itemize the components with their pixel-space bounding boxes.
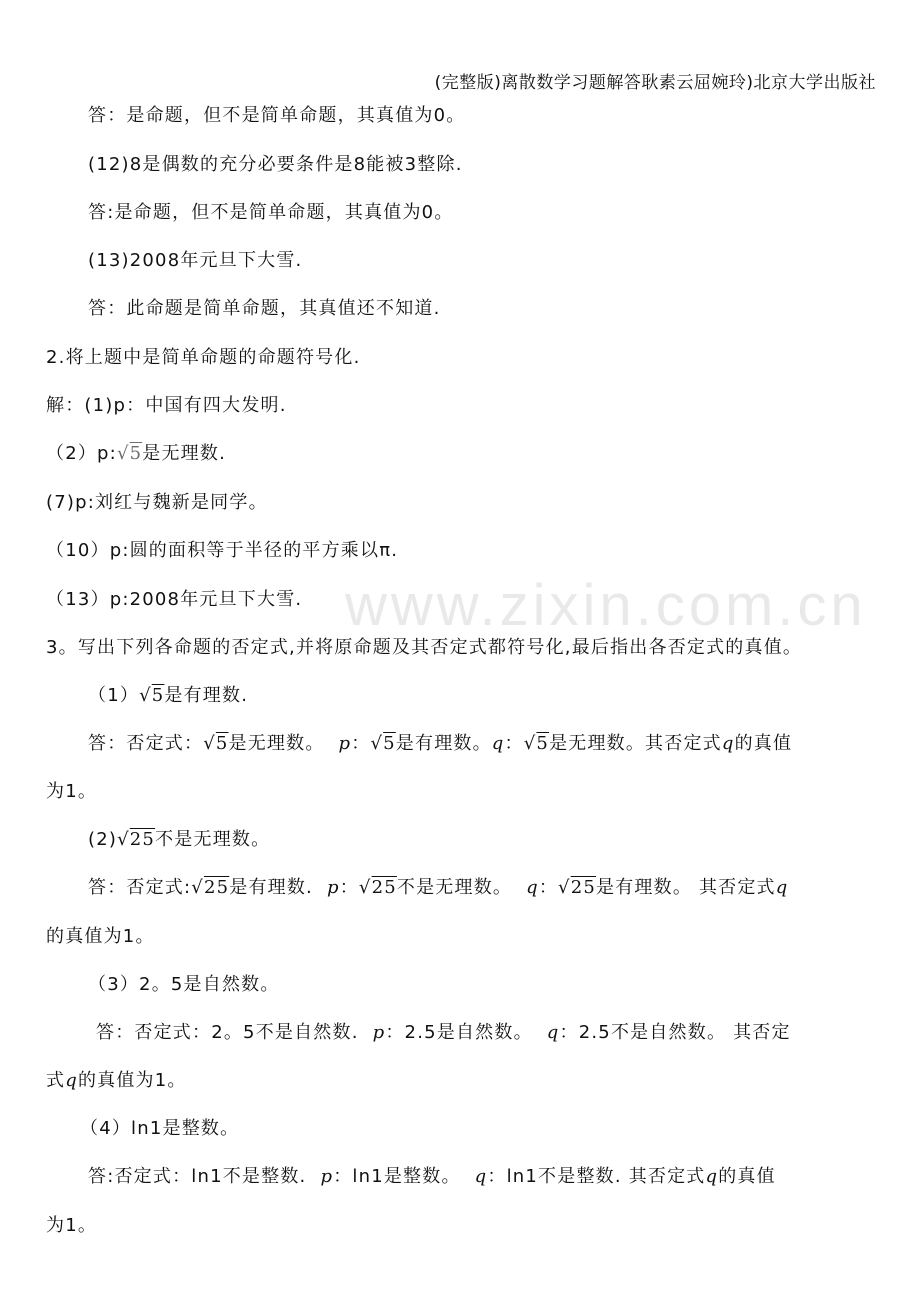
ex3-answer-4 [88,1164,776,1190]
ex3-question-4: （4）ln1是整数。 [80,1118,240,1139]
answer-text: ：2.5不是自然数。 其否定 [559,1022,791,1043]
solution-7: (7)p:刘红与魏新是同学。 [46,492,268,513]
question-12: (12)8是偶数的充分必要条件是8能被3整除. [88,154,463,175]
radicand: 5 [383,733,396,754]
answer-text: 是无理数。 [228,733,325,754]
answer-text: 是有理数。 其否定式 [596,877,776,898]
variable-p: p [320,1166,334,1187]
answer-text: 答：否定式：2。5不是自然数. [96,1022,359,1043]
variable-q: q [546,1022,560,1043]
ex3-question-3: （3）2。5是自然数。 [88,974,280,995]
answer-text: ：2.5是自然数。 [385,1022,533,1043]
colon: ： [351,733,371,754]
sqrt25-formula [558,877,596,898]
radicand: 5 [129,443,143,464]
answer-label: 答：否定式: [88,877,192,898]
ex3-answer-2 [88,875,789,901]
variable-q: q [775,877,789,898]
solution-13: （13）p:2008年元旦下大雪. [46,589,303,610]
solution-2 [46,441,226,467]
variable-q: q [721,733,735,754]
sqrt-sign: √ [116,443,130,464]
answer-text: 不是无理数。 [396,877,513,898]
solution-1: 解：(1)p：中国有四大发明. [46,395,287,416]
sqrt-sign: √ [370,733,384,754]
sqrt25-formula [359,877,397,898]
sqrt-sign: √ [358,877,372,898]
answer-13: 答：此命题是简单命题，其真值还不知道. [88,298,441,319]
variable-q: q [65,1070,78,1091]
variable-q: q [491,733,505,754]
ex3-answer-3-cont [46,1068,187,1094]
solution-10: （10）p:圆的面积等于半径的平方乘以π. [46,540,399,561]
answer-label: 答：否定式： [88,733,204,754]
ex3-q2-suffix: 不是无理数。 [155,829,271,850]
answer-text: 是无理数。其否定式 [549,733,722,754]
ex3-answer-1-cont: 为1。 [46,781,98,802]
solution-2-prefix: （2）p: [46,443,117,464]
radicand: 5 [215,733,229,754]
ex3-answer-3 [96,1020,791,1046]
answer-text: 是有理数. [229,877,313,898]
sqrt-sign: √ [558,877,571,898]
answer-text: ：ln1不是整数. 其否定式 [487,1166,706,1187]
sqrt-sign: √ [139,685,152,706]
sqrt-sign: √ [191,877,204,898]
radicand: 25 [371,877,397,898]
radicand: 5 [151,685,165,706]
ex3-q1-prefix: （1） [88,685,140,706]
answer-11: 答：是命题，但不是简单命题，其真值为0。 [88,105,466,126]
sqrt-sign: √ [117,829,130,850]
radicand: 25 [570,877,597,898]
sqrt25-formula [191,877,229,898]
variable-p: p [326,877,340,898]
sqrt5-formula [203,733,228,754]
variable-p: p [338,733,352,754]
watermark: www.zixin.com.cn [345,573,867,638]
exercise-3-heading: 3。写出下列各命题的否定式,并将原命题及其否定式都符号化,最后指出各否定式的真值。 [46,637,803,658]
sqrt5-formula [139,685,164,706]
answer-text: 是有理数。 [395,733,492,754]
variable-p: p [372,1022,386,1043]
sqrt5-formula [370,733,395,754]
sqrt5-formula [524,733,549,754]
radicand: 25 [129,829,156,850]
colon: ： [504,733,524,754]
page-header: (完整版)离散数学习题解答耿素云屈婉玲)北京大学出版社 [434,73,876,93]
answer-12: 答:是命题，但不是简单命题，其真值为0。 [88,202,454,223]
sqrt25-formula [117,829,155,850]
radicand: 25 [203,877,230,898]
variable-q: q [705,1166,719,1187]
sqrt5-formula [117,443,142,464]
ex3-question-1 [88,683,248,709]
ex3-answer-4-cont: 为1。 [46,1215,98,1236]
ex3-q1-suffix: 是有理数. [164,685,249,706]
ex3-answer-2-cont: 的真值为1。 [46,926,155,947]
exercise-2-heading: 2.将上题中是简单命题的命题符号化. [46,347,361,368]
ex3-question-2 [88,827,270,853]
colon: ： [538,877,559,898]
ex3-answer-1 [88,731,792,757]
answer-text: 的真值 [734,733,793,754]
question-13: (13)2008年元旦下大雪. [88,250,303,271]
solution-2-suffix: 是无理数. [142,443,227,464]
answer-text: 的真值为1。 [77,1070,187,1091]
answer-text: 的真值 [718,1166,776,1187]
answer-text: ：ln1是整数。 [333,1166,461,1187]
sqrt-sign: √ [203,733,216,754]
variable-q: q [526,877,539,898]
variable-q: q [474,1166,488,1187]
colon: ： [339,877,359,898]
radicand: 5 [536,733,550,754]
answer-text: 式 [46,1070,66,1091]
answer-text: 答:否定式：ln1不是整数. [88,1166,307,1187]
sqrt-sign: √ [523,733,537,754]
ex3-q2-prefix: (2) [88,829,118,850]
